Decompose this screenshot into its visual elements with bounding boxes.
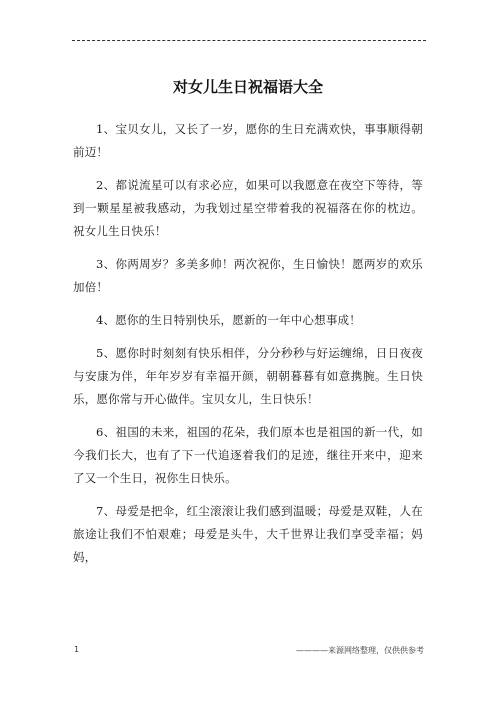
paragraph-4: 4、愿你的生日特别快乐，愿新的一年中心想事成！: [96, 313, 361, 327]
paragraph-5: 5、愿你时时刻刻有快乐相伴，分分秒秒与好运缠绵，日日夜夜与安康为伴，年年岁岁有幸福开颜，朝朝暮暮有如意携腕。生日快乐，愿你常与开心做伴。宝贝女儿，生日快乐！: [73, 346, 423, 406]
header-dashed-rule: [72, 40, 426, 41]
page-number: 1: [74, 645, 80, 654]
paragraph-1: 1、宝贝女儿，又长了一岁，愿你的生日充满欢快，事事顺得朝前迈！: [73, 122, 423, 159]
paragraph-3: 3、你两周岁？多美多帅！两次祝你，生日愉快！愿两岁的欢乐加倍！: [73, 257, 423, 294]
paragraph-6: 6、祖国的未来，祖国的花朵，我们原本也是祖国的新一代，如今我们长大，也有了下一代追逐着我们的足迹，继往开来中，迎来了又一个生日，祝你生日快乐。: [73, 425, 423, 485]
document-title: 对女儿生日祝福语大全: [172, 78, 323, 96]
paragraph-7: 7、母爱是把伞，红尘滚滚让我们感到温暖；母爱是双鞋，人在旅途让我们不怕艰难；母爱是头牛，大千世界让我们享受幸福；妈妈，: [73, 504, 423, 564]
paragraph-2: 2、都说流星可以有求必应，如果可以我愿意在夜空下等待，等到一颗星星被我感动，为我划过星空带着我的祝福落在你的枕边。祝女儿生日快乐！: [73, 178, 423, 238]
document-body: [73, 118, 423, 579]
footer-source-note: ————来源网络整理，仅供供参考: [296, 646, 424, 655]
